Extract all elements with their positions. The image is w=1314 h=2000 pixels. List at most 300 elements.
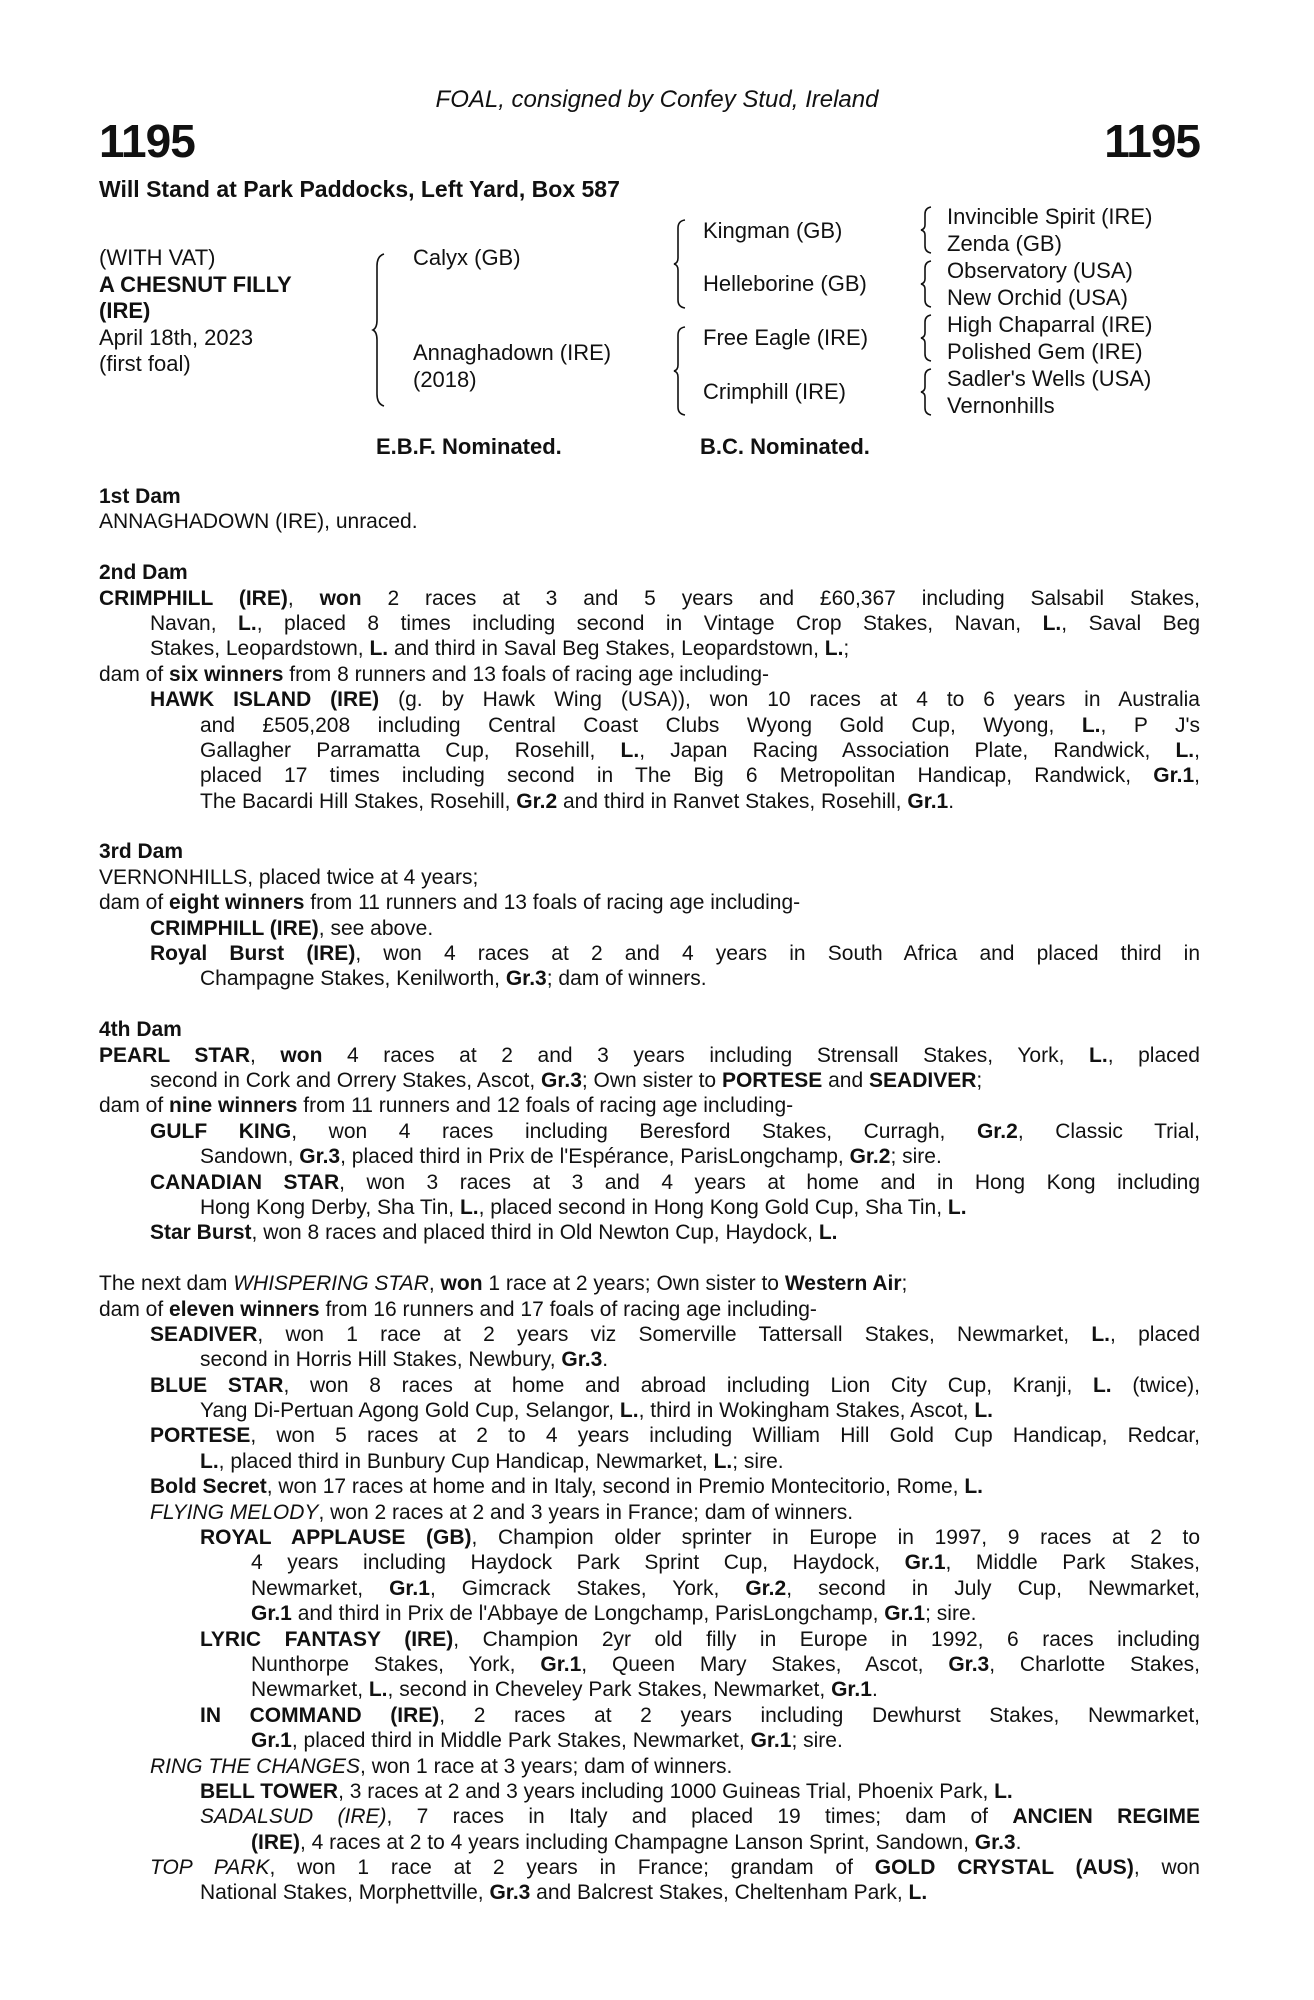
text-line	[99, 1601, 1200, 1626]
bold-text: L.	[238, 611, 257, 635]
text-run: Stakes, Leopardstown,	[150, 637, 370, 661]
text-run: ; sire.	[890, 1145, 942, 1169]
bold-text: Gr.1	[831, 1678, 872, 1702]
bold-text: Gr.2	[849, 1145, 891, 1169]
bold-text: Gr.1	[907, 789, 949, 813]
text-run: 1 race at 2 years; Own sister to	[482, 1272, 785, 1296]
text-run: second in Cork and Orrery Stakes, Ascot,	[150, 1068, 542, 1092]
bold-text: Western Air	[784, 1272, 902, 1296]
bold-text: Gr.3	[505, 967, 547, 991]
text-line	[99, 1627, 1200, 1652]
bold-text: Gr.1	[540, 1652, 582, 1676]
ancestor-gen3: New Orchid (USA)	[947, 285, 1128, 310]
text-line	[99, 1119, 1200, 1144]
text-line	[99, 763, 1200, 788]
line-text	[150, 941, 1200, 966]
text-line	[99, 966, 1200, 991]
text-line	[99, 1576, 1200, 1601]
text-run: and third in Saval Beg Stakes, Leopardstown,	[388, 637, 825, 661]
granddam-maternal: Crimphill (IRE)	[703, 379, 846, 404]
text-run: .	[602, 1348, 609, 1372]
bold-text: L.	[1042, 611, 1062, 635]
text-line	[99, 1271, 1200, 1296]
line-text	[251, 1601, 976, 1626]
blank-line	[99, 535, 1200, 560]
text-run: , Japan Racing Association Plate, Randwick,	[639, 738, 1176, 762]
text-line	[99, 1855, 1200, 1880]
text-line	[99, 662, 1200, 687]
text-line	[99, 789, 1200, 814]
blank-line	[99, 1246, 1200, 1271]
bold-text: eight winners	[169, 891, 305, 915]
text-line	[99, 713, 1200, 738]
line-text	[251, 1576, 1200, 1601]
text-run: , won 4 races including Beresford Stakes, Curragh,	[291, 1119, 977, 1143]
text-run: VERNONHILLS, placed twice at 4 years;	[99, 865, 479, 889]
ancestor-gen3: Zenda (GB)	[947, 231, 1062, 256]
line-text	[150, 1322, 1200, 1347]
line-text	[99, 865, 478, 890]
text-line	[99, 509, 1200, 534]
text-line	[99, 1500, 1200, 1525]
brace-icon	[920, 367, 934, 417]
brace-icon	[920, 259, 934, 309]
text-run: , third in Wokingham Stakes, Ascot,	[638, 1399, 975, 1423]
section-heading: 1st Dam	[99, 485, 181, 508]
ancestor-gen3: Polished Gem (IRE)	[947, 339, 1143, 364]
text-line	[99, 1880, 1200, 1905]
text-run: , placed	[1110, 1322, 1200, 1346]
text-run: and third in Prix de l'Abbaye de Longchamp, ParisLongchamp,	[291, 1602, 885, 1626]
text-run: , won 5 races at 2 to 4 years including William Hill Gold Cup Handicap, Redcar,	[250, 1424, 1200, 1448]
dam-year: (2018)	[413, 366, 477, 392]
bold-text: CRIMPHILL (IRE)	[99, 586, 288, 610]
bold-text: HAWK ISLAND (IRE)	[150, 688, 380, 712]
text-run: , 2 races at 2 years including Dewhurst Stakes, Newmarket,	[439, 1703, 1200, 1727]
bc-nominated: B.C. Nominated.	[700, 434, 870, 459]
text-run: , won 1 race at 2 years in France; grandam of	[269, 1856, 875, 1880]
text-run: , won 8 races at home and abroad including Lion City Cup, Kranji,	[283, 1373, 1093, 1397]
text-run: , Charlotte Stakes,	[989, 1652, 1201, 1676]
bold-text: Royal Burst (IRE)	[150, 942, 356, 966]
text-line	[99, 1703, 1200, 1728]
line-text	[150, 1423, 1200, 1448]
bold-text: won	[280, 1043, 323, 1067]
bold-text: Gr.2	[516, 789, 558, 813]
stand-location: Will Stand at Park Paddocks, Left Yard, Box 587	[99, 176, 620, 202]
text-run: ,	[249, 1043, 281, 1067]
line-text	[150, 687, 1200, 712]
text-run: , placed 8 times including second in Vintage Crop Stakes, Navan,	[256, 611, 1043, 635]
text-run: .	[871, 1678, 878, 1702]
text-run: Navan,	[150, 611, 239, 635]
bold-text: Bold Secret	[150, 1475, 267, 1499]
text-run: ,	[428, 1272, 441, 1296]
bold-text: Gr.3	[948, 1652, 990, 1676]
text-run: , see above.	[318, 916, 434, 940]
bold-text: L.	[369, 637, 389, 661]
line-text	[150, 1170, 1200, 1195]
text-run: dam of	[99, 1094, 170, 1118]
bold-text: Gr.2	[745, 1576, 787, 1600]
bold-text: L.	[713, 1449, 733, 1473]
text-run: The next dam	[99, 1272, 234, 1296]
text-run: ; dam of winners.	[546, 967, 707, 991]
bold-text: PORTESE	[721, 1068, 823, 1092]
bold-text: L.	[974, 1399, 993, 1423]
line-text	[150, 1754, 732, 1779]
text-run: ; sire.	[732, 1449, 784, 1473]
bold-text: six winners	[169, 662, 284, 686]
text-run: ,	[1194, 738, 1200, 762]
line-text	[251, 1830, 1021, 1855]
ancestor-gen3: Observatory (USA)	[947, 258, 1133, 283]
text-line	[99, 1068, 1200, 1093]
text-run: 4 years including Haydock Park Sprint Cup, Haydock,	[251, 1551, 905, 1575]
bold-text: Gr.2	[976, 1119, 1018, 1143]
bold-text: eleven winners	[169, 1297, 320, 1321]
dam-name: Annaghadown (IRE)	[413, 340, 612, 365]
text-run: The Bacardi Hill Stakes, Rosehill,	[200, 789, 517, 813]
text-run: , placed third in Bunbury Cup Handicap, Newmarket,	[218, 1449, 714, 1473]
text-run: Nunthorpe Stakes, York,	[251, 1652, 541, 1676]
text-run: 4 races at 2 and 3 years including Strensall Stakes, York,	[322, 1043, 1090, 1067]
brace-icon	[920, 313, 934, 363]
text-run: .	[1015, 1830, 1022, 1854]
text-line	[99, 1347, 1200, 1372]
bold-text: Gr.3	[974, 1830, 1016, 1854]
text-run: .	[948, 789, 955, 813]
horse-country: (IRE)	[99, 298, 151, 323]
blank-line	[99, 992, 1200, 1017]
text-run: Champagne Stakes, Kenilworth,	[200, 967, 506, 991]
line-text	[200, 1703, 1200, 1728]
text-line	[99, 611, 1200, 636]
section-heading: 3rd Dam	[99, 840, 184, 864]
brace-icon	[673, 218, 687, 310]
text-run: 2 races at 3 and 5 years and £60,367 including Salsabil Stakes,	[361, 586, 1200, 610]
text-run: , Classic Trial,	[1017, 1119, 1200, 1143]
bold-text: L.	[1175, 738, 1195, 762]
text-run: placed 17 times including second in The Big 6 Metropolitan Handicap, Randwick,	[200, 764, 1154, 788]
text-line	[99, 1093, 1200, 1118]
bold-text: L.	[994, 1779, 1013, 1803]
bold-text: CRIMPHILL (IRE)	[150, 916, 319, 940]
text-run: ANNAGHADOWN (IRE), unraced.	[99, 510, 418, 534]
text-line	[99, 1550, 1200, 1575]
dam	[413, 340, 611, 393]
line-text	[200, 1449, 784, 1474]
lot-number-right: 1195	[1104, 115, 1200, 167]
text-line	[99, 1652, 1200, 1677]
line-text	[251, 1652, 1200, 1677]
text-run: , Saval Beg	[1061, 611, 1200, 635]
text-run: , won 3 races at 3 and 4 years at home and in Hong Kong including	[339, 1170, 1201, 1194]
italic-text: TOP PARK	[150, 1856, 270, 1880]
line-text	[150, 1474, 983, 1499]
granddam-paternal: Helleborine (GB)	[703, 271, 867, 296]
text-run: , won 8 races and placed third in Old Newton Cup, Haydock,	[251, 1221, 819, 1245]
line-text	[150, 916, 433, 941]
bold-text: Gr.1	[1153, 764, 1195, 788]
foal-note: (first foal)	[99, 351, 191, 376]
line-text	[150, 1500, 853, 1525]
line-text	[200, 789, 954, 814]
text-run: , second in Cheveley Park Stakes, Newmarket,	[387, 1678, 832, 1702]
text-run: Sandown,	[200, 1145, 300, 1169]
bold-text: Gr.1	[389, 1576, 430, 1600]
line-text	[99, 1271, 907, 1296]
bold-text: Star Burst	[150, 1221, 252, 1245]
bold-text: BLUE STAR	[150, 1373, 284, 1397]
bold-text: L.	[1089, 1043, 1108, 1067]
text-run: from 11 runners and 12 foals of racing age including-	[297, 1094, 794, 1118]
text-line	[99, 890, 1200, 915]
text-run: ;	[843, 637, 850, 661]
ancestor-gen3: Sadler's Wells (USA)	[947, 366, 1152, 391]
text-line	[99, 1525, 1200, 1550]
bold-text: Gr.3	[561, 1348, 603, 1372]
bold-text: Gr.3	[299, 1145, 341, 1169]
line-text	[150, 1220, 838, 1245]
text-line	[99, 1398, 1200, 1423]
text-run: ;	[901, 1272, 908, 1296]
grandsire-maternal: Free Eagle (IRE)	[703, 325, 869, 350]
bold-text: PEARL STAR	[99, 1043, 250, 1067]
italic-text: SADALSUD (IRE)	[200, 1805, 387, 1829]
italic-text: FLYING MELODY	[150, 1500, 319, 1524]
line-text	[150, 636, 849, 661]
bold-text: ANCIEN REGIME	[1012, 1805, 1201, 1829]
text-run: , Queen Mary Stakes, Ascot,	[581, 1652, 949, 1676]
text-line	[99, 1170, 1200, 1195]
text-run: , Gimcrack Stakes, York,	[429, 1576, 746, 1600]
bold-text: LYRIC FANTASY (IRE)	[200, 1627, 454, 1651]
line-text	[251, 1728, 843, 1753]
bold-text: (IRE)	[251, 1830, 300, 1854]
text-line	[99, 636, 1200, 661]
line-text	[200, 966, 707, 991]
text-run: , 4 races at 2 to 4 years including Champagne Lanson Sprint, Sandown,	[300, 1830, 975, 1854]
text-run: , Middle Park Stakes,	[945, 1551, 1200, 1575]
line-text	[200, 1525, 1200, 1550]
bold-text: SEADIVER	[150, 1322, 258, 1346]
text-line	[99, 916, 1200, 941]
sire: Calyx (GB)	[413, 245, 521, 270]
line-text	[200, 763, 1200, 788]
text-run: ,	[287, 586, 320, 610]
text-run: Newmarket,	[251, 1576, 390, 1600]
horse-info	[99, 245, 292, 378]
bold-text: L.	[459, 1195, 479, 1219]
bold-text: L.	[908, 1881, 928, 1905]
line-text	[150, 1119, 1200, 1144]
line-text	[200, 1347, 608, 1372]
text-line	[99, 1728, 1200, 1753]
text-line	[99, 586, 1200, 611]
text-run: , 3 races at 2 and 3 years including 1000 Guineas Trial, Phoenix Park,	[338, 1779, 995, 1803]
bold-text: Gr.1	[251, 1729, 292, 1753]
text-run: and Balcrest Stakes, Cheltenham Park,	[530, 1881, 909, 1905]
bold-text: Gr.3	[489, 1881, 531, 1905]
bold-text: IN COMMAND (IRE)	[200, 1703, 440, 1727]
grandsire-paternal: Kingman (GB)	[703, 218, 843, 243]
text-run: , placed second in Hong Kong Gold Cup, Sha Tin,	[478, 1195, 948, 1219]
section-heading: 4th Dam	[99, 1018, 182, 1042]
text-run: , won 2 races at 2 and 3 years in France; dam of winners.	[318, 1500, 854, 1524]
bold-text: L.	[200, 1449, 219, 1473]
line-text	[99, 662, 769, 687]
bold-text: GULF KING	[150, 1119, 292, 1143]
text-line	[99, 687, 1200, 712]
line-text	[200, 713, 1200, 738]
line-text	[99, 890, 800, 915]
line-text	[99, 1297, 817, 1322]
line-text	[200, 1144, 942, 1169]
text-line	[99, 865, 1200, 890]
line-text	[251, 1550, 1200, 1575]
italic-text: WHISPERING STAR	[233, 1272, 429, 1296]
bold-text: Gr.1	[251, 1602, 292, 1626]
text-line	[99, 1322, 1200, 1347]
text-line	[99, 1804, 1200, 1829]
text-line	[99, 1297, 1200, 1322]
ebf-nominated: E.B.F. Nominated.	[376, 434, 562, 459]
text-line	[99, 1423, 1200, 1448]
text-line	[99, 1779, 1200, 1804]
bold-text: GOLD CRYSTAL (AUS)	[874, 1856, 1134, 1880]
text-line	[99, 1449, 1200, 1474]
line-text	[150, 1068, 982, 1093]
text-line	[99, 1373, 1200, 1398]
bold-text: L.	[619, 1399, 639, 1423]
text-line	[99, 941, 1200, 966]
text-run: from 11 runners and 13 foals of racing age including-	[304, 891, 801, 915]
text-run: Newmarket,	[251, 1678, 369, 1702]
line-text	[251, 1677, 878, 1702]
text-run: , placed	[1107, 1043, 1200, 1067]
consignment-line: FOAL, consigned by Confey Stud, Ireland	[435, 86, 879, 113]
text-run: (g. by Hawk Wing (USA)), won 10 races at 4 to 6 years in Australia	[379, 688, 1200, 712]
bold-text: Gr.3	[541, 1068, 582, 1092]
text-line	[99, 1195, 1200, 1220]
blank-line	[99, 814, 1200, 839]
text-run: (twice),	[1111, 1373, 1200, 1397]
text-run: and £505,208 including Central Coast Clubs Wyong Gold Cup, Wyong,	[200, 713, 1082, 737]
text-run: and third in Ranvet Stakes, Rosehill,	[557, 789, 908, 813]
bold-text: L.	[620, 738, 640, 762]
line-text	[200, 1804, 1200, 1829]
text-run: , won 1 race at 2 years viz Somerville Tattersall Stakes, Newmarket,	[257, 1322, 1092, 1346]
line-text	[99, 1093, 793, 1118]
bold-text: PORTESE	[150, 1424, 251, 1448]
bold-text: won	[319, 586, 362, 610]
text-run: ;	[976, 1068, 983, 1092]
text-run: ; sire.	[791, 1729, 843, 1753]
bold-text: L.	[964, 1475, 983, 1499]
line-text	[200, 738, 1200, 763]
bold-text: L.	[947, 1195, 967, 1219]
text-run: ; sire.	[925, 1602, 977, 1626]
bold-text: L.	[368, 1678, 388, 1702]
text-run: ,	[1194, 764, 1200, 788]
text-run: , Champion older sprinter in Europe in 1997, 9 races at 2 to	[471, 1526, 1201, 1550]
text-run: dam of	[99, 891, 170, 915]
text-run: , Champion 2yr old filly in Europe in 1992, 6 races including	[453, 1627, 1200, 1651]
lot-number-left: 1195	[99, 115, 195, 167]
text-run: ; Own sister to	[581, 1068, 722, 1092]
foaling-date: April 18th, 2023	[99, 324, 254, 350]
text-run: , placed third in Prix de l'Espérance, ParisLongchamp,	[340, 1145, 850, 1169]
bold-text: Gr.1	[884, 1602, 926, 1626]
text-run: from 8 runners and 13 foals of racing age including-	[283, 662, 770, 686]
line-text	[200, 1195, 967, 1220]
bold-text: CANADIAN STAR	[150, 1170, 340, 1194]
horse-name: A CHESNUT FILLY	[99, 271, 292, 297]
bold-text: Gr.1	[904, 1551, 946, 1575]
italic-text: RING THE CHANGES	[150, 1754, 361, 1778]
line-text	[200, 1627, 1200, 1652]
line-text	[99, 509, 418, 534]
line-text	[150, 1373, 1200, 1398]
text-run: , placed third in Middle Park Stakes, Newmarket,	[291, 1729, 751, 1753]
bold-text: BELL TOWER	[200, 1779, 339, 1803]
line-text	[99, 586, 1200, 611]
text-run: dam of	[99, 1297, 170, 1321]
bold-text: L.	[1091, 1322, 1111, 1346]
brace-icon	[372, 252, 386, 408]
text-run: National Stakes, Morphettville,	[200, 1881, 490, 1905]
bold-text: L.	[1081, 713, 1101, 737]
bold-text: L.	[824, 637, 844, 661]
line-text	[150, 611, 1200, 636]
text-run: , won 4 races at 2 and 4 years in South Africa and placed third in	[355, 942, 1201, 966]
line-text	[99, 1043, 1200, 1068]
ancestor-gen3: Vernonhills	[947, 393, 1055, 418]
text-run: and	[822, 1068, 870, 1092]
brace-icon	[673, 325, 687, 417]
section-heading: 2nd Dam	[99, 561, 188, 585]
bold-text: L.	[1092, 1373, 1112, 1397]
ancestor-gen3: High Chaparral (IRE)	[947, 312, 1153, 337]
text-run: , second in July Cup, Newmarket,	[786, 1576, 1200, 1600]
text-run: dam of	[99, 662, 170, 686]
text-run: , P J's	[1100, 713, 1201, 737]
ancestor-gen3: Invincible Spirit (IRE)	[947, 204, 1153, 229]
text-run: from 16 runners and 17 foals of racing age including-	[319, 1297, 817, 1321]
bold-text: L.	[818, 1221, 838, 1245]
text-run: Yang Di-Pertuan Agong Gold Cup, Selangor,	[200, 1399, 620, 1423]
bold-text: Gr.1	[750, 1729, 792, 1753]
bold-text: ROYAL APPLAUSE (GB)	[200, 1526, 472, 1550]
text-run: Gallagher Parramatta Cup, Rosehill,	[200, 738, 621, 762]
text-line	[99, 1677, 1200, 1702]
line-text	[200, 1398, 993, 1423]
brace-icon	[920, 205, 934, 255]
text-line	[99, 1474, 1200, 1499]
text-line	[99, 1220, 1200, 1245]
text-run: , won	[1133, 1856, 1200, 1880]
text-line	[99, 738, 1200, 763]
text-run: second in Horris Hill Stakes, Newbury,	[200, 1348, 562, 1372]
line-text	[200, 1779, 1013, 1804]
text-line	[99, 1754, 1200, 1779]
text-run: , won 17 races at home and in Italy, second in Premio Montecitorio, Rome,	[266, 1475, 965, 1499]
line-text	[150, 1855, 1200, 1880]
text-line	[99, 1043, 1200, 1068]
text-run: , 7 races in Italy and placed 19 times; dam of	[386, 1805, 1013, 1829]
bold-text: SEADIVER	[869, 1068, 977, 1092]
